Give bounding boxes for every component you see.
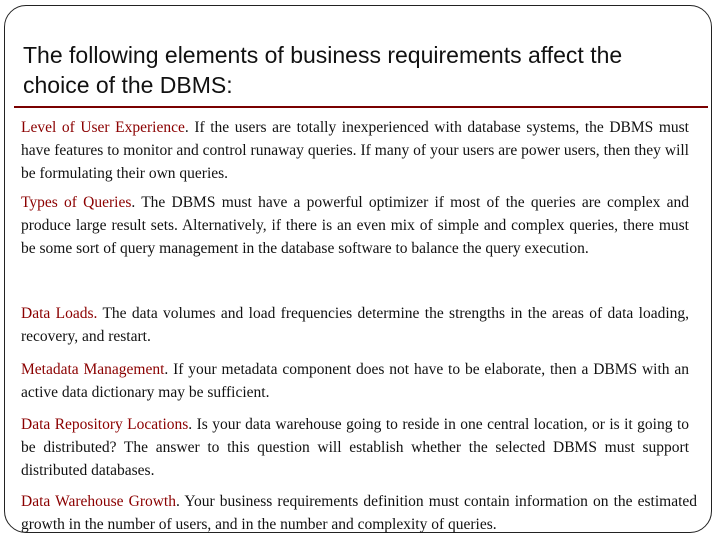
requirement-item-warehouse-growth — [21, 490, 697, 536]
requirement-term: Types of Queries — [21, 194, 132, 211]
requirement-item-data-loads — [21, 302, 689, 348]
requirement-text: . Your business requirements definition must contain information on the estimated growth in the number of users, and in the number and complexity of queries. — [21, 493, 698, 533]
requirement-text: . Is your data warehouse going to reside in one central location, or is it going to be distributed? The answer to this question will establish whether the selected DBMS must support distributed databases. — [21, 416, 689, 479]
requirement-item-metadata — [21, 358, 689, 404]
requirement-text: . If the users are totally inexperienced with database systems, the DBMS must have features to monitor and control runaway queries. If many of your users are power users, then they will be formulating their own queries. — [21, 119, 689, 182]
requirement-item-query-types — [21, 191, 689, 260]
requirement-text: . The DBMS must have a powerful optimizer if most of the queries are complex and produce large result sets. Alternatively, if there is an even mix of simple and complex queries, there must be some sort of query management in the database software to balance the query execution. — [21, 194, 689, 257]
title-divider — [14, 106, 708, 108]
requirement-term: Data Warehouse Growth — [21, 493, 176, 510]
requirement-term: Metadata Management — [21, 361, 165, 378]
requirement-item-repository-locations — [21, 413, 689, 482]
requirement-text: The data volumes and load frequencies determine the strengths in the areas of data loading, recovery, and restart. — [21, 305, 690, 345]
requirement-term: Level of User Experience — [21, 119, 185, 136]
requirement-text: . If your metadata component does not have to be elaborate, then a DBMS with an active data dictionary may be sufficient. — [21, 361, 690, 401]
requirement-term: Data Repository Locations — [21, 416, 189, 433]
requirement-term: Data Loads. — [21, 305, 98, 322]
slide-title: The following elements of business requirements affect the choice of the DBMS: — [23, 42, 623, 98]
requirement-item-user-experience — [21, 116, 689, 185]
